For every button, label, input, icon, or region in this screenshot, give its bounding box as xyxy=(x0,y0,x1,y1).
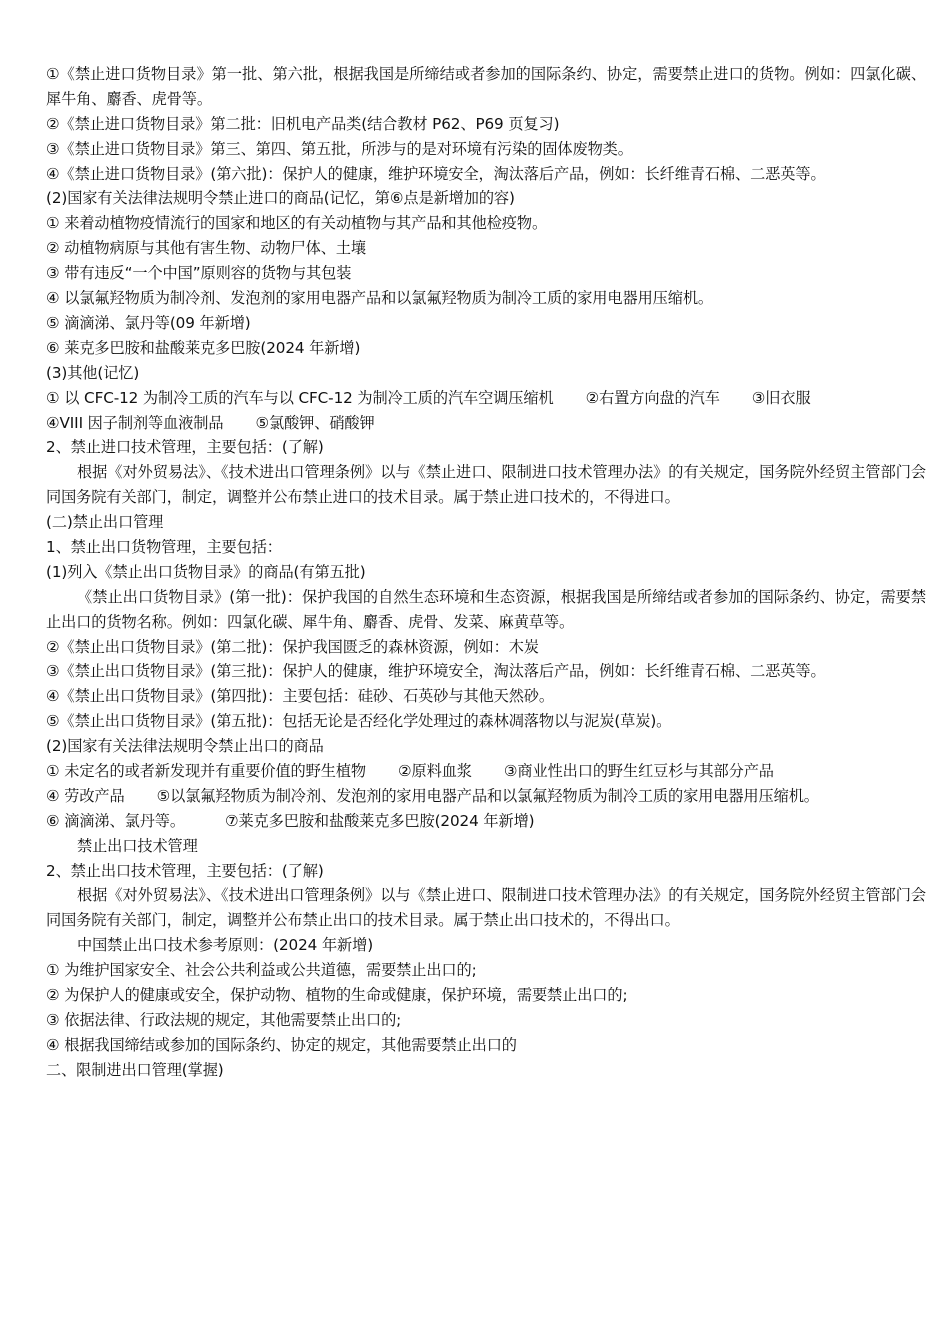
list-item-other-1: ① 以 CFC-12 为制冷工质的汽车与以 CFC-12 为制冷工质的汽车空调压缩机 xyxy=(46,388,554,407)
list-item-principle-3: ③ 依据法律、行政法规的规定，其他需要禁止出口的; xyxy=(46,1010,402,1029)
list-item-import-4: ④ 以氯氟羟物质为制冷剂、发泡剂的家用电器产品和以氯氟羟物质为制冷工质的家用电器用压缩机。 xyxy=(46,289,714,308)
list-item-other-4: ④VIII 因子制剂等血液制品 xyxy=(46,413,224,432)
list-item-other-2: ②右置方向盘的汽车 xyxy=(585,388,720,407)
export-row-3 xyxy=(46,809,926,834)
paragraph-export-catalog-5: ⑤《禁止出口货物目录》(第五批)：包括无论是否经化学处理过的森林凋落物以与泥炭(草炭)。 xyxy=(46,712,672,731)
list-item-principle-4: ④ 根据我国缔结或参加的国际条约、协定的规定，其他需要禁止出口的 xyxy=(46,1035,517,1054)
subheading-export-technology: 禁止出口技术管理 xyxy=(77,836,198,855)
import-other-row-1 xyxy=(46,386,926,411)
list-item-principle-2: ② 为保护人的健康或安全，保护动物、植物的生命或健康，保护环境，需要禁止出口的; xyxy=(46,986,628,1005)
heading-export-law-prohibited: (2)国家有关法律法规明令禁止出口的商品 xyxy=(46,737,324,756)
list-item-import-6: ⑥ 莱克多巴胺和盐酸莱克多巴胺(2024 年新增) xyxy=(46,338,361,357)
list-item-principle-1: ① 为维护国家安全、社会公共利益或公共道德，需要禁止出口的; xyxy=(46,961,477,980)
heading-export-tech-principles: 中国禁止出口技术参考原则：(2024 年新增) xyxy=(77,936,374,955)
list-item-export-3: ③商业性出口的野生红豆杉与其部分产品 xyxy=(503,762,774,781)
heading-export-goods: 1、禁止出口货物管理，主要包括： xyxy=(46,537,282,556)
list-item-export-7: ⑦莱克多巴胺和盐酸莱克多巴胺(2024 年新增) xyxy=(224,811,535,830)
heading-import-technology: 2、禁止进口技术管理，主要包括：(了解) xyxy=(46,438,324,457)
list-item-export-6: ⑥ 滴滴涕、氯丹等。 xyxy=(46,811,185,830)
paragraph-import-catalog-1-6: ①《禁止进口货物目录》第一批、第六批，根据我国是所缔结或者参加的国际条约、协定，需要禁止进口的货物。例如：四氯化碳、犀牛角、麝香、虎骨等。 xyxy=(46,65,926,108)
heading-export-management: (二)禁止出口管理 xyxy=(46,513,164,532)
paragraph-export-catalog-3: ③《禁止出口货物目录》(第三批)：保护人的健康，维护环境安全，淘汰落后产品，例如：长纤维青石棉、二恶英等。 xyxy=(46,662,826,681)
import-other-row-2 xyxy=(46,411,926,436)
list-item-import-1: ① 来着动植物疫情流行的国家和地区的有关动植物与其产品和其他检疫物。 xyxy=(46,214,548,233)
paragraph-export-catalog-2: ②《禁止出口货物目录》(第二批)：保护我国匮乏的森林资源，例如：木炭 xyxy=(46,637,539,656)
list-item-import-2: ② 动植物病原与其他有害生物、动物尸体、土壤 xyxy=(46,239,366,258)
paragraph-import-technology: 根据《对外贸易法》、《技术进出口管理条例》以与《禁止进口、限制进口技术管理办法》的有关规定，国务院外经贸主管部门会同国务院有关部门，制定，调整并公布禁止进口的技术目录。属于禁止进口技术的，不得进口。 xyxy=(46,463,926,507)
list-item-export-5: ⑤以氯氟羟物质为制冷剂、发泡剂的家用电器产品和以氯氟羟物质为制冷工质的家用电器用压缩机。 xyxy=(156,786,819,805)
export-row-2 xyxy=(46,784,926,809)
paragraph-export-catalog-1: 《禁止出口货物目录》(第一批)：保护我国的自然生态环境和生态资源，根据我国是所缔结或者参加的国际条约、协定，需要禁止出口的货物名称。例如：四氯化碳、犀牛角、麝香、虎骨、发菜、麻黄草等。 xyxy=(46,587,926,631)
heading-import-other: (3)其他(记忆) xyxy=(46,363,140,382)
heading-export-technology: 2、禁止出口技术管理，主要包括：(了解) xyxy=(46,861,324,880)
list-item-other-5: ⑤氯酸钾、硝酸钾 xyxy=(255,413,375,432)
list-item-export-4: ④ 劳改产品 xyxy=(46,786,125,805)
paragraph-import-catalog-3-5: ③《禁止进口货物目录》第三、第四、第五批，所涉与的是对环境有污染的固体废物类。 xyxy=(46,139,633,158)
paragraph-import-catalog-2: ②《禁止进口货物目录》第二批：旧机电产品类(结合教材 P62、P69 页复习) xyxy=(46,114,560,133)
list-item-export-2: ②原料血浆 xyxy=(398,762,472,781)
list-item-other-3: ③旧衣服 xyxy=(751,388,811,407)
paragraph-import-catalog-6: ④《禁止进口货物目录》(第六批)：保护人的健康，维护环境安全，淘汰落后产品，例如：长纤维青石棉、二恶英等。 xyxy=(46,164,826,183)
heading-export-catalog: (1)列入《禁止出口货物目录》的商品(有第五批) xyxy=(46,562,366,581)
paragraph-export-catalog-4: ④《禁止出口货物目录》(第四批)：主要包括：硅砂、石英砂与其他天然砂。 xyxy=(46,687,554,706)
list-item-import-5: ⑤ 滴滴涕、氯丹等(09 年新增) xyxy=(46,313,251,332)
paragraph-export-technology: 根据《对外贸易法》、《技术进出口管理条例》以与《禁止进口、限制进口技术管理办法》的有关规定，国务院外经贸主管部门会同国务院有关部门，制定，调整并公布禁止出口的技术目录。属于禁止出口技术的，不得出口。 xyxy=(46,886,926,930)
list-item-import-3: ③ 带有违反“一个中国”原则容的货物与其包装 xyxy=(46,264,352,283)
heading-import-law-prohibited: (2)国家有关法律法规明令禁止进口的商品(记忆，第⑥点是新增加的容) xyxy=(46,189,515,208)
export-row-1 xyxy=(46,759,926,784)
document-page xyxy=(46,62,926,1083)
list-item-export-1: ① 未定名的或者新发现并有重要价值的野生植物 xyxy=(46,762,366,781)
heading-restricted-management: 二、限制进出口管理(掌握) xyxy=(46,1060,224,1079)
